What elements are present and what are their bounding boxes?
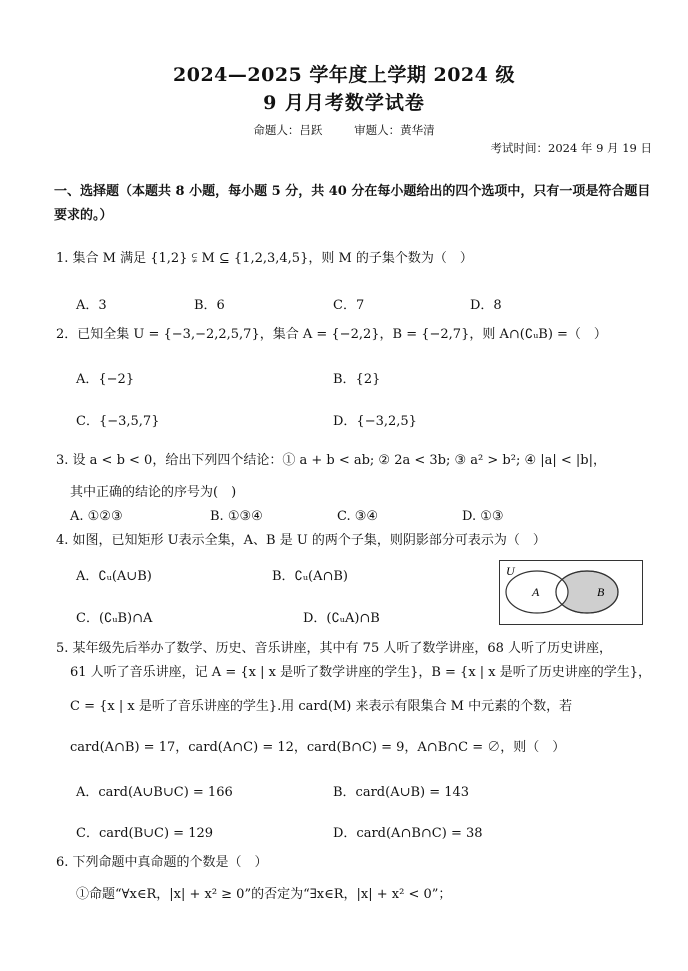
question-6-stem: 6. 下列命题中真命题的个数是（ ） <box>56 855 268 870</box>
question-2-option-b: B．{2} <box>333 372 381 387</box>
exam-subtitle: 9 月月考数学试卷 <box>263 92 425 114</box>
question-4-stem: 4. 如图，已知矩形 U表示全集，A、B 是 U 的两个子集，则阴影部分可表示为（ ） <box>56 533 546 548</box>
question-6-item-1: ①命题“∀x∈R，|x| + x² ≥ 0”的否定为“∃x∈R，|x| + x² < 0”； <box>76 887 452 902</box>
question-2-option-d: D．{−3,2,5} <box>333 414 417 429</box>
authors-line <box>0 122 688 138</box>
reviewer-name: 审题人：黄华清 <box>354 123 435 137</box>
question-1-option-b: B．6 <box>194 298 225 313</box>
question-3-option-d: D. ①③ <box>462 509 504 524</box>
question-1-option-c: C．7 <box>333 298 365 313</box>
question-3-option-b: B. ①③④ <box>210 509 263 524</box>
venn-label-a: A <box>532 585 540 599</box>
question-4-option-b: B．∁ᵤ(A∩B) <box>272 569 348 584</box>
question-3-option-a: A. ①②③ <box>70 509 123 524</box>
question-2-option-a: A．{−2} <box>76 372 135 387</box>
question-1-stem: 1. 集合 M 满足 {1,2} ⫋ M ⊆ {1,2,3,4,5}，则 M 的子集个数为（ ） <box>56 251 473 266</box>
question-1-option-a: A．3 <box>76 298 107 313</box>
question-2-option-c: C．{−3,5,7} <box>76 414 160 429</box>
question-1-option-d: D．8 <box>470 298 502 313</box>
question-4-option-d: D．(∁ᵤA)∩B <box>303 611 380 626</box>
question-4-option-a: A．∁ᵤ(A∪B) <box>76 569 152 584</box>
section-heading: 一、选择题（本题共 8 小题，每小题 5 分，共 40 分在每小题给出的四个选项中，只有一项是符合题目要求的。） <box>54 184 651 223</box>
question-3-stem: 3. 设 a < b < 0，给出下列四个结论：① a + b < ab; ② 2a < 3b; ③ a² > b²; ④ |a| < |b|， <box>56 453 606 468</box>
question-5-stem-line2: 61 人听了音乐讲座，记 A = {x | x 是听了数学讲座的学生}，B = {x | x 是听了历史讲座的学生}， <box>70 665 652 680</box>
question-5-stem: 5. 某年级先后举办了数学、历史、音乐讲座，其中有 75 人听了数学讲座，68 人听了历史讲座， <box>56 641 613 656</box>
venn-label-b: B <box>597 585 605 599</box>
question-5-stem-line3: C = {x | x 是听了音乐讲座的学生}.用 card(M) 来表示有限集合 M 中元素的个数，若 <box>70 699 573 714</box>
question-3-option-c: C. ③④ <box>337 509 379 524</box>
setter-name: 命题人：吕跃 <box>253 123 323 137</box>
question-5-option-a: A．card(A∪B∪C) = 166 <box>76 785 233 800</box>
exam-date: 考试时间：2024 年 9 月 19 日 <box>490 141 652 155</box>
venn-diagram <box>499 560 643 625</box>
question-5-option-c: C．card(B∪C) = 129 <box>76 826 214 841</box>
venn-label-u: U <box>506 564 515 578</box>
question-5-option-d: D．card(A∩B∩C) = 38 <box>333 826 483 841</box>
question-4-option-c: C．(∁ᵤB)∩A <box>76 611 153 626</box>
question-5-stem-line4: card(A∩B) = 17，card(A∩C) = 12，card(B∩C) = 9，A∩B∩C = ∅，则（ ） <box>70 740 566 755</box>
question-5-option-b: B．card(A∪B) = 143 <box>333 785 470 800</box>
question-3-stem-line2: 其中正确的结论的序号为( ) <box>70 485 237 500</box>
exam-title: 2024—2025 学年度上学期 2024 级 <box>173 64 515 86</box>
question-2-stem: 2．已知全集 U = {−3,−2,2,5,7}，集合 A = {−2,2}，B = {−2,7}，则 A∩(∁ᵤB) =（ ） <box>56 327 607 342</box>
